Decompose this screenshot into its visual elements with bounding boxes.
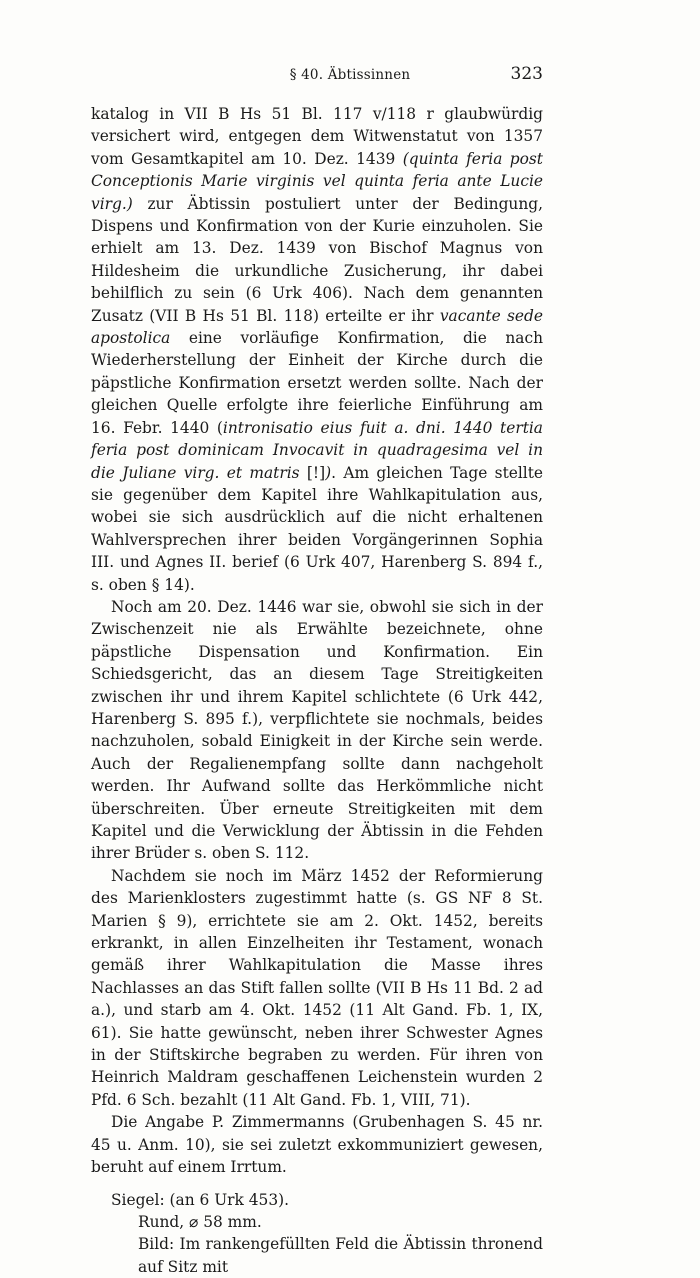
running-header — [0, 64, 700, 86]
italic-text: (quinta feria post Conceptionis Marie virginis vel quinta feria ante Lucie virg.) — [91, 149, 543, 213]
text-run: [!] — [299, 463, 326, 482]
text-run: eine vorläufige Konfirmation, die nach Wiederherstellung der Einheit der Kirche durch die päpstliche Konfirmation ersetzt werden sollte. Nach der gleichen Quelle erfolgte ihre feierliche Einführung am 16. Febr. 1440 ( — [91, 329, 543, 437]
text-run: Die Angabe P. Zimmermanns (Grubenhagen S. 45 nr. 45 u. Anm. 10), sie sei zuletzt exkommuniziert gewesen, beruht auf einem Irrtum. — [91, 1113, 543, 1177]
text-run: katalog in VII B Hs 51 Bl. 117 v/118 r glaubwürdig versichert wird, entgegen dem Witwenstatut von 1357 vom Gesamtkapitel am 10. Dez. 1439 — [91, 105, 543, 168]
text-run: Nachdem sie noch im März 1452 der Reformierung des Marienklosters zugestimmt hatte (s. GS NF 8 St. Marien § 9), errichtete sie am 2. Okt. 1452, bereits erkrankt, in allen Einzelheiten ihr Testament, wonach gemäß ihrer Wahlkapitulation die Masse ihres Nachlasses an das Stift fallen sollte (VII B Hs 11 Bd. 2 ad a.), und starb am 4. Okt. 1452 (11 Alt Gand. Fb. 1, IX, 61). Sie hatte gewünscht, neben ihrer Schwester Agnes in der Stiftskirche begraben zu werden. Für ihren von Heinrich Maldram geschaffenen Leichenstein wurden 2 Pfd. 6 Sch. bezahlt (11 Alt Gand. Fb. 1, VIII, 71). — [91, 866, 543, 1109]
paragraph — [91, 865, 543, 1111]
text-run: zur Äbtissin postuliert unter der Bedingung, Dispens und Konfirmation von der Kurie einzuholen. Sie erhielt am 13. Dez. 1439 von Bischof Magnus von Hildesheim die urkundliche Zusicherung, ihr dabei behilflich zu sein (6 Urk 406). Nach dem genannten Zusatz (VII B Hs 51 Bl. 118) erteilte er ihr — [91, 194, 543, 325]
paragraph — [91, 103, 543, 596]
seal-shape: Rund, ⌀ 58 mm. — [138, 1212, 262, 1231]
text-run: . Am gleichen Tage stellte sie gegenüber dem Kapitel ihre Wahlkapitulation aus, wobei sie sich ausdrücklich auf die nicht erhaltenen Wahlversprechen ihrer beiden Vorgängerinnen Sophia III. und Agnes II. berief (6 Urk 407, Harenberg S. 894 f., s. oben § 14). — [91, 463, 543, 594]
section-title: § 40. Äbtissinnen — [289, 67, 411, 83]
italic-text: vacante sede apostolica — [91, 306, 543, 348]
body-text — [91, 103, 543, 1278]
italic-text: ) — [325, 463, 332, 482]
page-number: 323 — [510, 64, 543, 84]
paragraph — [91, 596, 543, 865]
text-run: Noch am 20. Dez. 1446 war sie, obwohl sie sich in der Zwischenzeit nie als Erwählte bezeichnete, ohne päpstliche Dispensation und Konfirmation. Ein Schiedsgericht, das an diesem Tage Streitigkeiten zwischen ihr und ihrem Kapitel schlichtete (6 Urk 442, Harenberg S. 895 f.), verpflichtete sie nochmals, beides nachzuholen, sobald Einigkeit in der Kirche sein werde. Auch der Regalienempfang sollte dann nachgeholt werden. Ihr Aufwand sollte das Herkömmliche nicht überschreiten. Über erneute Streitigkeiten mit dem Kapitel und die Verwicklung der Äbtissin in die Fehden ihrer Brüder s. oben S. 112. — [91, 597, 543, 863]
seal-heading: Siegel: (an 6 Urk 453). — [111, 1190, 290, 1209]
paragraph — [91, 1111, 543, 1178]
italic-text: intronisatio eius fuit a. dni. 1440 tertia feria post dominicam Invocavit in quadragesima vel in die Juliane virg. et matris — [91, 418, 543, 482]
seal-image-description: Bild: Im rankengefüllten Feld die Äbtissin thronend auf Sitz mit — [138, 1235, 543, 1276]
